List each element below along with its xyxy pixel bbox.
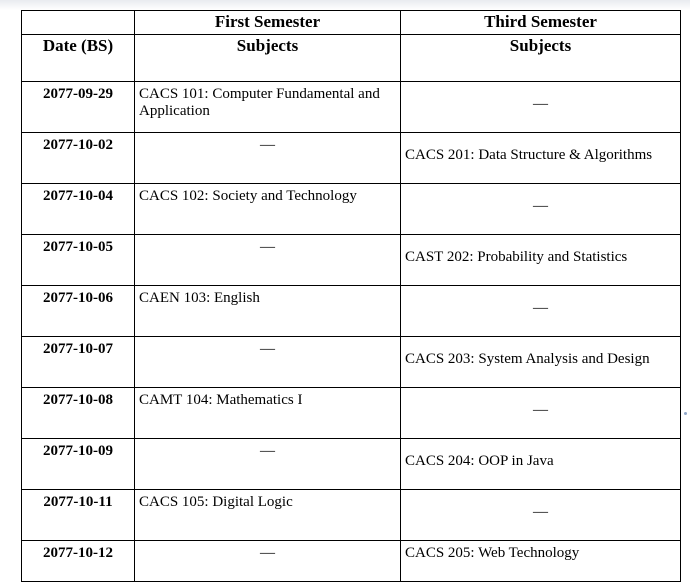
first-semester-subject: — (135, 133, 401, 184)
slide-marker-dot (684, 412, 687, 415)
table-row (22, 184, 681, 235)
exam-date: 2077-10-11 (22, 490, 135, 541)
third-semester-subject: CACS 201: Data Structure & Algorithms (401, 133, 681, 184)
first-semester-subject: — (135, 235, 401, 286)
first-semester-subject: CACS 101: Computer Fundamental and Application (135, 82, 401, 133)
third-semester-subject: CACS 204: OOP in Java (401, 439, 681, 490)
table-row (22, 439, 681, 490)
first-semester-subject: — (135, 337, 401, 388)
table-row (22, 286, 681, 337)
exam-date: 2077-10-12 (22, 541, 135, 582)
exam-date: 2077-10-02 (22, 133, 135, 184)
table-row (22, 337, 681, 388)
first-semester-subject: CAEN 103: English (135, 286, 401, 337)
first-semester-heading: First Semester (135, 11, 401, 35)
empty-header-cell (22, 11, 135, 35)
first-semester-subject: CACS 105: Digital Logic (135, 490, 401, 541)
exam-date: 2077-09-29 (22, 82, 135, 133)
first-semester-subject: CAMT 104: Mathematics I (135, 388, 401, 439)
third-semester-subject: — (401, 82, 681, 133)
first-semester-subject: — (135, 439, 401, 490)
exam-date: 2077-10-08 (22, 388, 135, 439)
exam-date: 2077-10-07 (22, 337, 135, 388)
first-semester-subject: CACS 102: Society and Technology (135, 184, 401, 235)
third-semester-heading: Third Semester (401, 11, 681, 35)
exam-date: 2077-10-09 (22, 439, 135, 490)
first-subjects-heading: Subjects (135, 35, 401, 82)
table-row (22, 82, 681, 133)
third-subjects-heading: Subjects (401, 35, 681, 82)
third-semester-subject: — (401, 490, 681, 541)
third-semester-subject: — (401, 286, 681, 337)
third-semester-subject: — (401, 184, 681, 235)
table-row (22, 235, 681, 286)
third-semester-subject: CAST 202: Probability and Statistics (401, 235, 681, 286)
exam-date: 2077-10-06 (22, 286, 135, 337)
table-row (22, 541, 681, 582)
table-row (22, 133, 681, 184)
date-column-heading: Date (BS) (22, 35, 135, 82)
third-semester-subject: CACS 203: System Analysis and Design (401, 337, 681, 388)
first-semester-subject: — (135, 541, 401, 582)
exam-schedule-table (21, 10, 681, 582)
third-semester-subject: — (401, 388, 681, 439)
exam-date: 2077-10-05 (22, 235, 135, 286)
semester-header-row (22, 11, 681, 35)
column-header-row (22, 35, 681, 82)
exam-date: 2077-10-04 (22, 184, 135, 235)
third-semester-subject: CACS 205: Web Technology (401, 541, 681, 582)
top-gradient-bar (0, 0, 690, 10)
table-row (22, 388, 681, 439)
table-row (22, 490, 681, 541)
